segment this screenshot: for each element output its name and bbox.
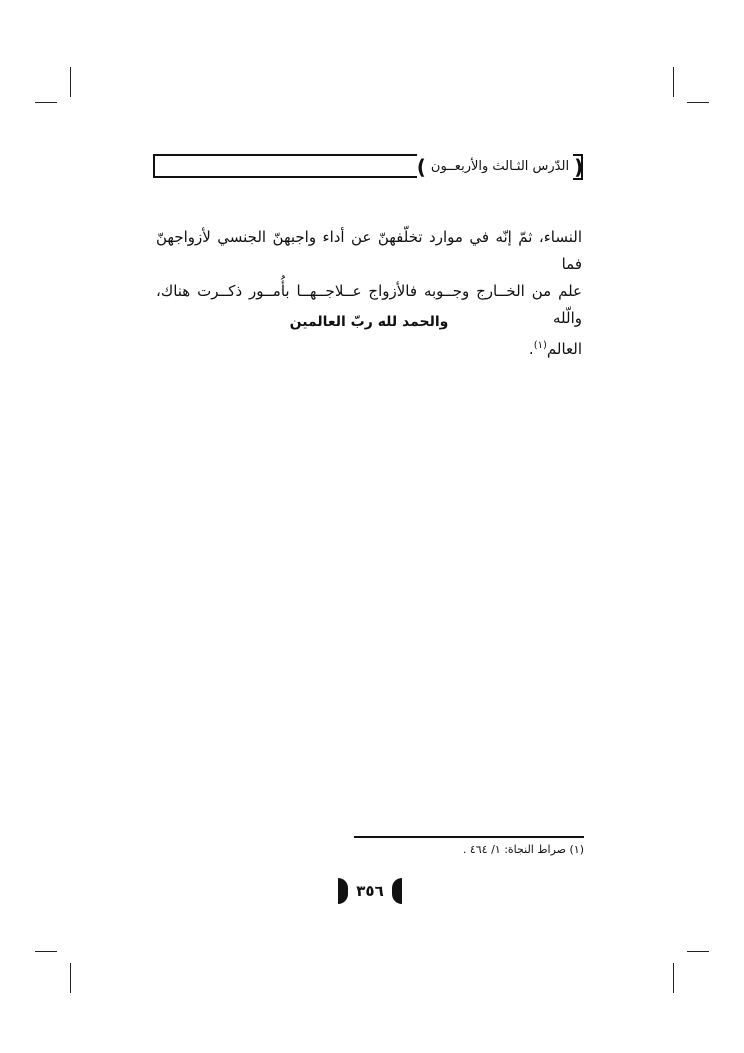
paragraph-line-3-text: العالم bbox=[546, 340, 582, 358]
page-number-box bbox=[338, 878, 402, 904]
footnote-text: (١) صراط النجاة: ١/ ٤٦٤ . bbox=[462, 843, 584, 856]
main-paragraph bbox=[156, 224, 582, 363]
paragraph-line-1: النساء، ثمّ إنّه في موارد تخلّفهنّ عن أداء واجبهنّ الجنسي لأزواجهنّ فما bbox=[156, 228, 582, 273]
footnote-rule bbox=[354, 836, 584, 838]
paragraph-line-2: علم من الخــارج وجــوبه فالأزواج عــلاجــهــا بأُمــور ذكــرت هناك، والّله bbox=[156, 282, 582, 327]
header-rule-box bbox=[153, 154, 417, 178]
page-number-cap-left bbox=[338, 878, 348, 904]
crop-mark-top-right-v bbox=[673, 67, 674, 97]
crop-mark-top-left-h bbox=[35, 102, 57, 103]
footnote-reference[interactable]: (١) bbox=[533, 340, 547, 351]
crop-mark-bottom-right-h bbox=[687, 951, 709, 952]
paragraph-line-3 bbox=[156, 332, 582, 363]
page-number-cap-right bbox=[392, 878, 402, 904]
crop-mark-bottom-left-v bbox=[70, 963, 71, 993]
bracket-open-icon: ( bbox=[574, 155, 584, 179]
crop-mark-bottom-left-h bbox=[35, 951, 57, 952]
closing-line: والحمد لله ربّ العالمين bbox=[289, 314, 449, 330]
chapter-title: الدّرس الثـالث والأربعــون bbox=[430, 159, 570, 174]
running-header bbox=[153, 154, 583, 180]
crop-mark-top-left-v bbox=[70, 67, 71, 97]
page-number: ٣٥٦ bbox=[356, 882, 384, 900]
header-title-tab bbox=[417, 154, 583, 180]
crop-mark-bottom-right-v bbox=[673, 963, 674, 993]
bracket-close-icon: ) bbox=[416, 155, 426, 179]
crop-mark-top-right-h bbox=[687, 102, 709, 103]
paragraph-line-3-end: . bbox=[528, 340, 534, 358]
